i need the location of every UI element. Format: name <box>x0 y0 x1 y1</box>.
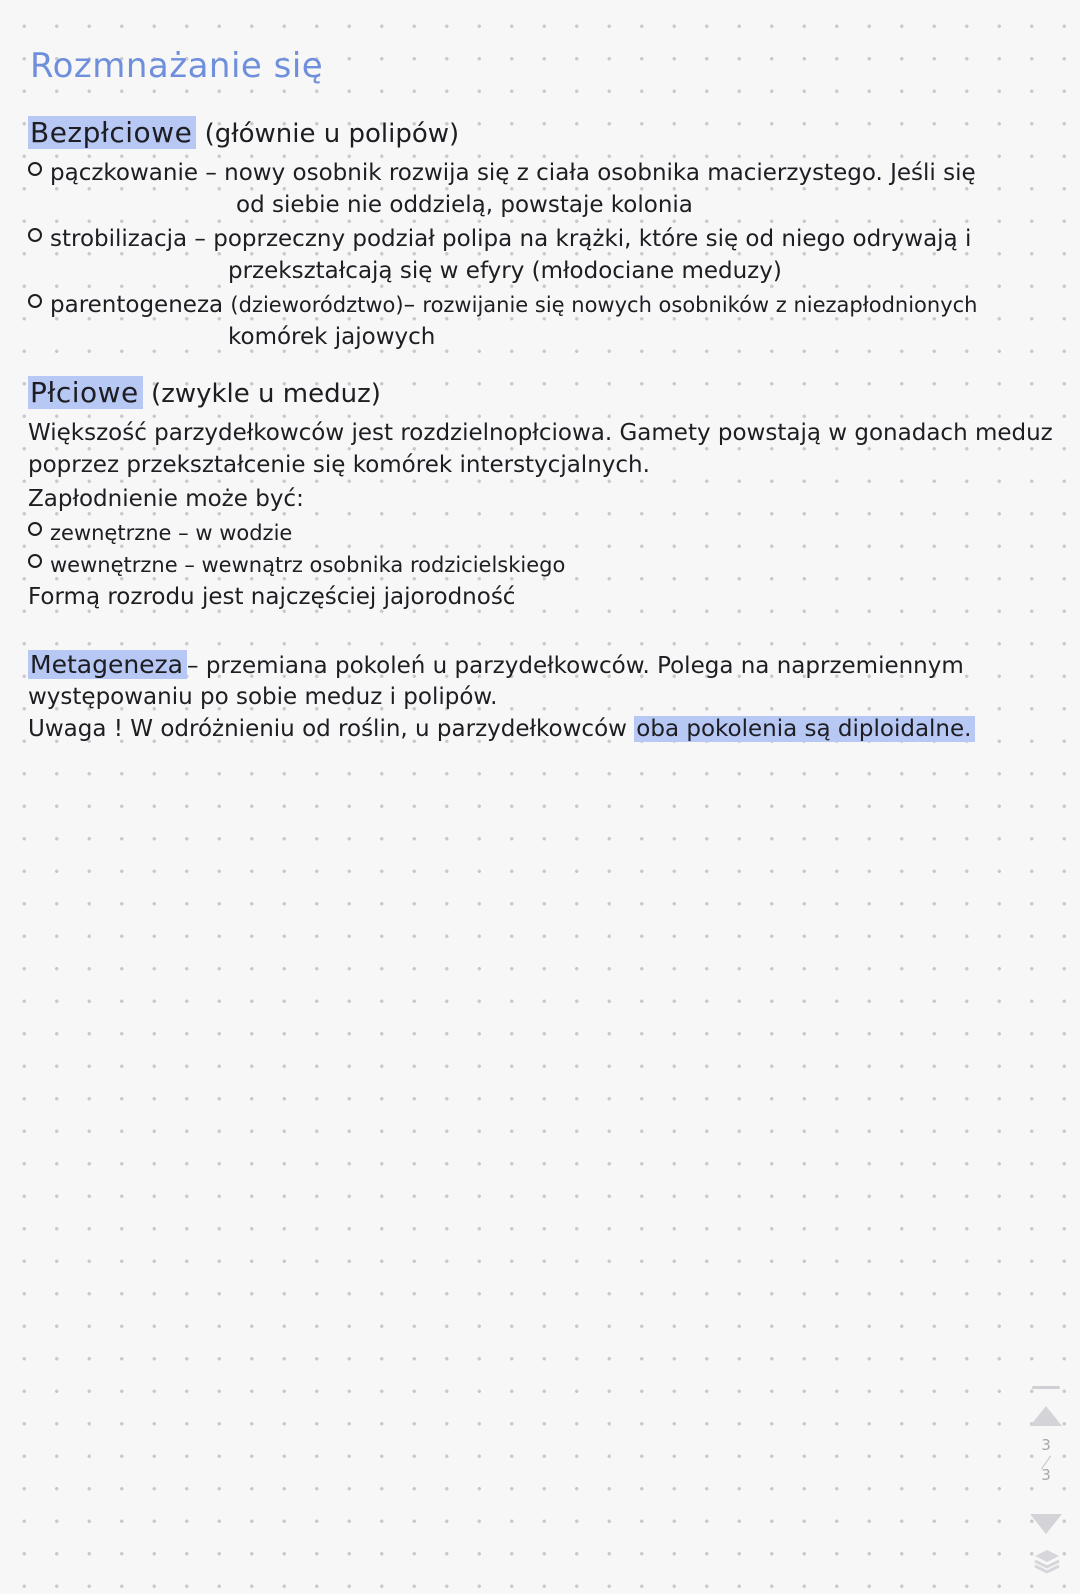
metagenesis-line <box>28 650 964 681</box>
pager-handle[interactable] <box>1032 1386 1060 1389</box>
sexual-heading-note: (zwykle u meduz) <box>151 379 381 409</box>
item-text: poprzeczny podział polipa na krążki, które się od niego odrywają i <box>213 226 972 252</box>
item-text: wewnątrz osobnika rodzicielskiego <box>201 553 566 577</box>
bullet-icon <box>28 554 42 568</box>
paragraph-line: występowaniu po sobie meduz i polipów. <box>28 684 498 710</box>
item-dash: – <box>194 226 206 252</box>
paragraph-line: Formą rozrodu jest najczęściej jajorodność <box>28 584 516 610</box>
asexual-heading-line <box>28 116 459 151</box>
list-item-continuation: komórek jajowych <box>228 324 436 350</box>
list-item <box>28 158 976 188</box>
layers-icon[interactable] <box>1032 1546 1062 1576</box>
page-navigator <box>1026 1386 1066 1586</box>
item-dash: – <box>178 521 189 545</box>
item-term: wewnętrzne <box>50 553 178 577</box>
list-item-continuation: od siebie nie oddzielą, powstaje kolonia <box>236 192 693 218</box>
current-page-number: 3 <box>1041 1436 1051 1454</box>
item-dash: – <box>205 160 217 186</box>
list-item <box>28 224 971 254</box>
metagenesis-term: Metageneza <box>28 650 187 679</box>
item-text: w wodzie <box>195 521 293 545</box>
sexual-heading: Płciowe <box>28 376 143 409</box>
bullet-icon <box>28 228 42 242</box>
metagenesis-dash: – <box>187 653 199 679</box>
list-item <box>28 518 292 548</box>
sexual-heading-line <box>28 376 381 411</box>
bullet-icon <box>28 162 42 176</box>
item-term: zewnętrzne <box>50 521 172 545</box>
list-item <box>28 550 565 580</box>
paragraph-line: Większość parzydełkowców jest rozdzielnopłciowa. Gamety powstają w gonadach meduz <box>28 420 1053 446</box>
item-note: (dzieworództwo) <box>230 293 404 317</box>
note-text: Uwaga ! W odróżnieniu od roślin, u parzydełkowców <box>28 716 627 742</box>
list-item-continuation: przekształcają się w efyry (młodociane meduzy) <box>228 258 782 284</box>
bullet-icon <box>28 522 42 536</box>
item-text: rozwijanie się nowych osobników z niezapłodnionych <box>422 293 978 317</box>
item-term: parentogeneza <box>50 292 224 318</box>
bullet-icon <box>28 294 42 308</box>
note-highlight: oba pokolenia są diploidalne. <box>634 716 975 742</box>
paragraph-line: poprzez przekształcenie się komórek interstycjalnych. <box>28 452 650 478</box>
total-page-number: 3 <box>1041 1466 1051 1484</box>
metagenesis-text: przemiana pokoleń u parzydełkowców. Polega na naprzemiennym <box>205 653 964 679</box>
paragraph-line: Zapłodnienie może być: <box>28 486 304 512</box>
item-dash: – <box>403 292 416 318</box>
item-dash: – <box>184 553 195 577</box>
page-down-icon[interactable] <box>1030 1514 1062 1534</box>
item-term: strobilizacja <box>50 226 188 252</box>
page-up-icon[interactable] <box>1030 1406 1062 1426</box>
note-line <box>28 714 975 744</box>
asexual-heading-note: (głównie u polipów) <box>204 119 460 149</box>
page-title: Rozmnażanie się <box>30 46 324 86</box>
asexual-heading: Bezpłciowe <box>28 116 196 149</box>
item-term: pączkowanie <box>50 160 199 186</box>
item-text: nowy osobnik rozwija się z ciała osobnika macierzystego. Jeśli się <box>224 160 976 186</box>
list-item <box>28 290 978 320</box>
